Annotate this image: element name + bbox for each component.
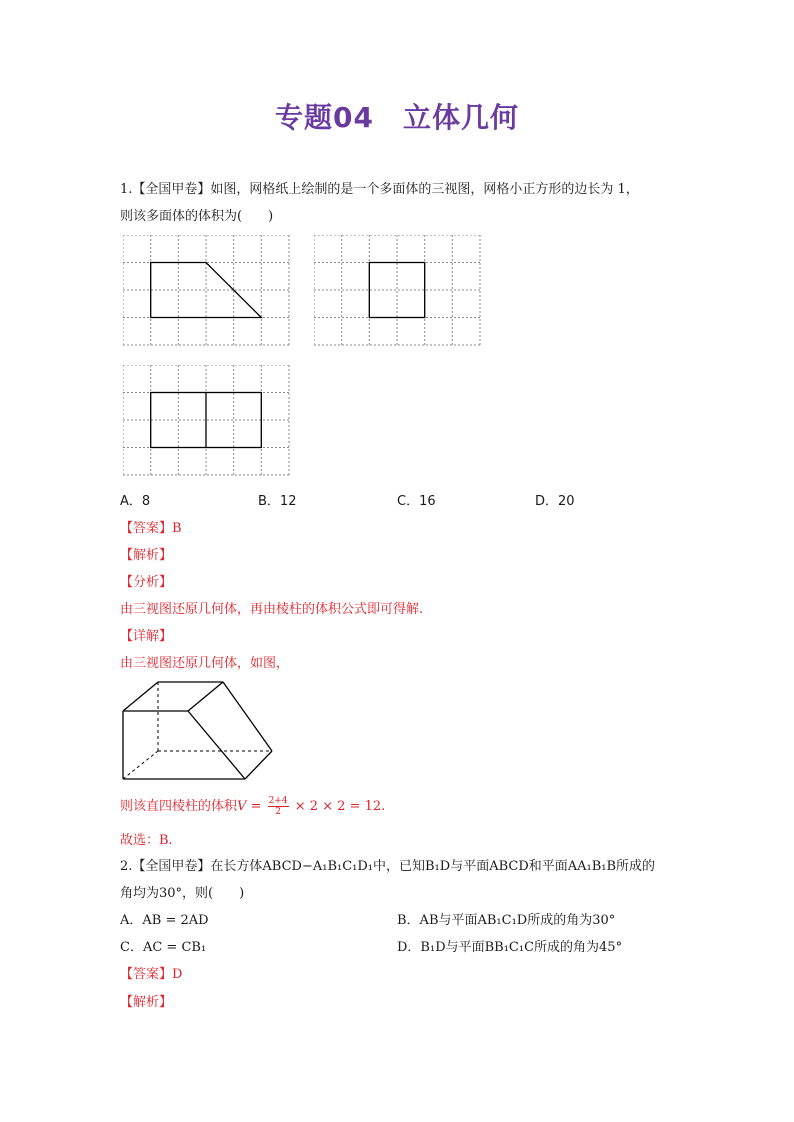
- prism-figure: [118, 678, 278, 784]
- volume-fraction: [268, 796, 289, 817]
- q1-detail-heading: 【详解】: [120, 629, 173, 644]
- q1-option-d: D．20: [535, 494, 575, 509]
- q1-answer: 【答案】B: [120, 521, 182, 536]
- page-title: 专题04 立体几何: [275, 101, 519, 134]
- top-view-figure: [123, 365, 291, 477]
- grid-lines: [314, 235, 480, 345]
- square-outline: [369, 263, 424, 318]
- volume-equals: =: [246, 799, 266, 814]
- q2-analysis-heading: 【解析】: [120, 995, 173, 1010]
- front-view-figure: [123, 235, 291, 347]
- q1-stem-line2: 则该多面体的体积为( ): [120, 209, 274, 224]
- q2-answer: 【答案】D: [120, 967, 183, 982]
- q2-stem-line2: 角均为30°，则( ): [120, 886, 245, 901]
- q2-option-b: B．AB与平面AB₁C₁D所成的角为30°: [397, 913, 616, 928]
- volume-rest: × 2 × 2 = 12.: [290, 799, 386, 814]
- q2-option-a: A．AB = 2AD: [120, 913, 209, 928]
- q1-stem-line1: 1.【全国甲卷】如图，网格纸上绘制的是一个多面体的三视图，网格小正方形的边长为 1，: [120, 182, 639, 197]
- visible-edges: [123, 682, 272, 779]
- q1-conclusion: 故选：B.: [120, 833, 173, 848]
- q2-option-d: D．B₁D与平面BB₁C₁C所成的角为45°: [397, 940, 623, 955]
- q2-option-c: C．AC = CB₁: [120, 940, 207, 955]
- q1-detail-text: 由三视图还原几何体，如图，: [120, 656, 290, 671]
- fraction-denominator: 2: [275, 807, 281, 817]
- hidden-edges: [123, 682, 272, 779]
- q1-volume-formula: [120, 795, 385, 817]
- grid-lines: [123, 235, 289, 345]
- q1-option-c: C．16: [397, 494, 436, 509]
- q1-fenxi-text: 由三视图还原几何体，再由棱柱的体积公式即可得解.: [120, 602, 424, 617]
- fraction-numerator: 2+4: [268, 796, 288, 806]
- q1-option-a: A．8: [120, 494, 151, 509]
- volume-variable: V: [237, 799, 247, 814]
- q1-fenxi-heading: 【分析】: [120, 575, 173, 590]
- q1-analysis-heading: 【解析】: [120, 548, 173, 563]
- q2-stem-line1: 2.【全国甲卷】在长方体ABCD−A₁B₁C₁D₁中，已知B₁D与平面ABCD和平面AA₁B₁B所成的: [120, 859, 656, 874]
- volume-prefix: 则该直四棱柱的体积: [120, 799, 238, 814]
- side-view-figure: [314, 235, 482, 347]
- q1-option-b: B．12: [258, 494, 297, 509]
